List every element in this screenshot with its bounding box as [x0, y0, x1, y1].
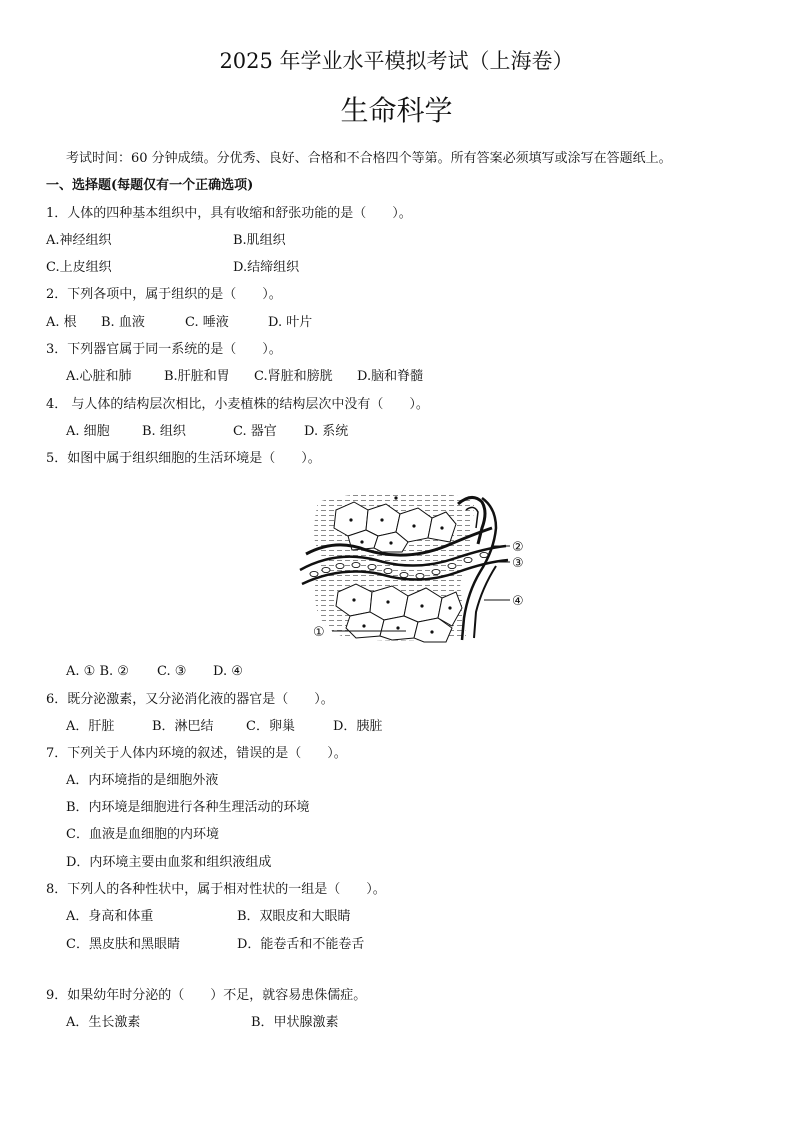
figure-label-1: ①: [313, 625, 325, 640]
q3-option-c: C.肾脏和膀胱: [254, 369, 333, 384]
q1-option-a: A.神经组织: [46, 233, 112, 248]
q7-option-d: D．内环境主要由血浆和组织液组成: [66, 855, 272, 870]
q9-option-b: B．甲状腺激素: [251, 1015, 339, 1030]
q8-option-b: B．双眼皮和大眼睛: [237, 909, 351, 924]
q4-option-b: B. 组织: [142, 424, 186, 439]
question-9-stem: 9．如果幼年时分泌的（ ）不足，就容易患侏儒症。: [46, 988, 367, 1003]
q3-option-b: B.肝脏和胃: [164, 369, 230, 384]
figure-label-2: ②: [512, 540, 524, 555]
question-8-stem: 8．下列人的各种性状中，属于相对性状的一组是（ ）。: [46, 882, 386, 897]
exam-instructions: 考试时间：60 分钟成绩。分优秀、良好、合格和不合格四个等第。所有答案必须填写或涂写在答题纸上。: [66, 151, 672, 166]
question-4-stem: 4． 与人体的结构层次相比，小麦植株的结构层次中没有（ ）。: [46, 397, 429, 412]
figure-label-3: ③: [512, 556, 524, 571]
q7-option-a: A．内环境指的是细胞外液: [66, 773, 219, 788]
q5-option-ab: A. ① B. ②: [66, 664, 129, 679]
q2-option-a: A. 根: [46, 315, 77, 330]
q5-option-d: D. ④: [213, 664, 243, 679]
q6-option-d: D．胰脏: [333, 719, 383, 734]
q3-option-d: D.脑和脊髓: [357, 369, 424, 384]
question-5-stem: 5．如图中属于组织细胞的生活环境是（ ）。: [46, 451, 321, 466]
section-heading: 一、选择题(每题仅有一个正确选项): [46, 178, 254, 193]
question-2-stem: 2．下列各项中，属于组织的是（ ）。: [46, 287, 282, 302]
q8-option-a: A．身高和体重: [66, 909, 154, 924]
question-1-stem: 1．人体的四种基本组织中，具有收缩和舒张功能的是（ ）。: [46, 206, 412, 221]
q9-option-a: A．生长激素: [66, 1015, 141, 1030]
question-7-stem: 7．下列关于人体内环境的叙述，错误的是（ ）。: [46, 746, 347, 761]
tissue-diagram: [296, 488, 536, 648]
q4-option-c: C. 器官: [233, 424, 277, 439]
q2-option-b: B. 血液: [101, 315, 145, 330]
q4-option-a: A. 细胞: [66, 424, 110, 439]
q3-option-a: A.心脏和肺: [66, 369, 132, 384]
q8-option-c: C．黑皮肤和黑眼睛: [66, 937, 180, 952]
q5-option-c: C. ③: [157, 664, 187, 679]
q2-option-d: D. 叶片: [268, 315, 313, 330]
q7-option-b: B．内环境是细胞进行各种生理活动的环境: [66, 800, 310, 815]
q1-option-b: B.肌组织: [233, 233, 286, 248]
q6-option-a: A．肝脏: [66, 719, 115, 734]
q4-option-d: D. 系统: [304, 424, 349, 439]
q1-option-d: D.结缔组织: [233, 260, 300, 275]
q6-option-b: B．淋巴结: [152, 719, 214, 734]
q6-option-c: C．卵巢: [246, 719, 295, 734]
figure-label-4: ④: [512, 594, 524, 609]
subject-title: 生命科学: [340, 94, 453, 127]
q7-option-c: C．血液是血细胞的内环境: [66, 827, 219, 842]
question-6-stem: 6．既分泌激素，又分泌消化液的器官是（ ）。: [46, 692, 334, 707]
q2-option-c: C. 唾液: [185, 315, 229, 330]
exam-title: 2025 年学业水平模拟考试（上海卷）: [219, 49, 574, 73]
q8-option-d: D．能卷舌和不能卷舌: [237, 937, 365, 952]
question-3-stem: 3．下列器官属于同一系统的是（ ）。: [46, 342, 282, 357]
q1-option-c: C.上皮组织: [46, 260, 112, 275]
